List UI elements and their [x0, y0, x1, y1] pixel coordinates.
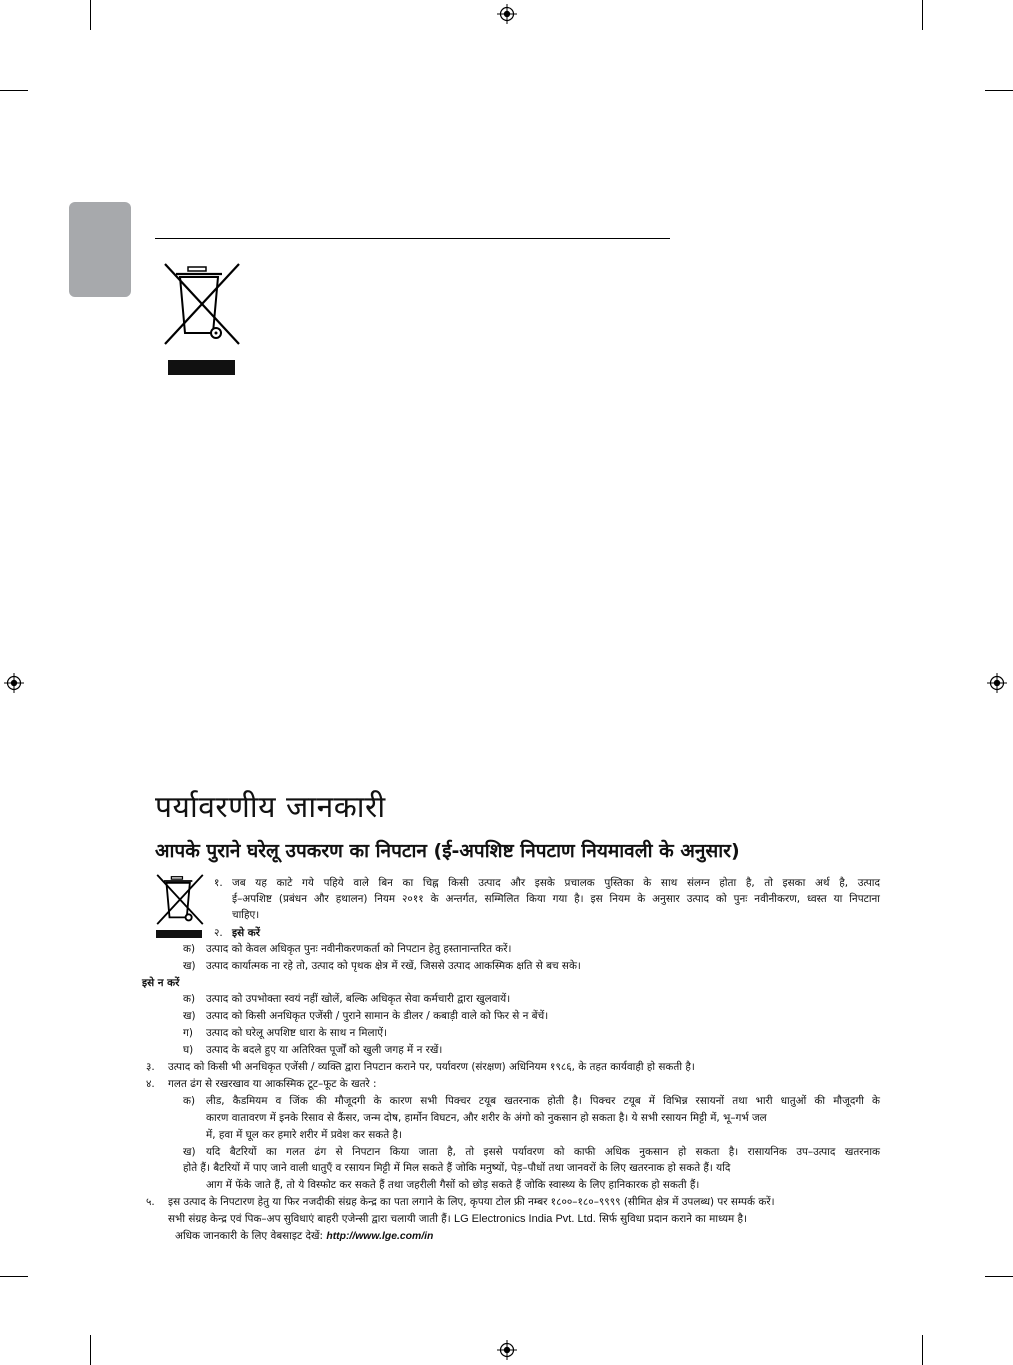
bin-underline-bar: [156, 930, 202, 938]
crop-mark: [90, 0, 91, 30]
paragraph-text: सभी संग्रह केन्द्र एवं पिक–अप सुविधाएं बाहरी एजेन्सी द्वारा चलायी जाती हैं।: [168, 1213, 451, 1225]
crop-mark: [922, 0, 923, 30]
page-subtitle: आपके पुराने घरेलू उपकरण का निपटान (ई-अपशिष्ट निपटाण नियमावली के अनुसार): [155, 840, 740, 862]
do-heading: इसे करें: [232, 927, 260, 939]
item-number: ४.: [146, 1078, 155, 1090]
paragraph-line: गलत ढंग से रखरखाव या आकस्मिक टूट–फूट के खतरे :: [168, 1078, 377, 1090]
registration-mark-icon: [4, 673, 24, 693]
item-label: क): [183, 943, 196, 955]
crop-mark: [0, 90, 28, 91]
list-item: उत्पाद के बदले हुए या अतिरिक्त पूर्जों को खुली जगह में न रखें।: [206, 1044, 443, 1056]
item-number: ३.: [146, 1061, 155, 1073]
crop-mark: [922, 1335, 923, 1365]
item-label: क): [183, 1095, 196, 1107]
crossed-out-wheelie-bin-icon: [155, 873, 205, 926]
item-label: ख): [183, 1010, 196, 1022]
paragraph-line: चाहिए।: [232, 909, 260, 921]
item-number: १.: [214, 877, 223, 889]
item-label: घ): [183, 1044, 194, 1056]
crop-mark: [90, 1335, 91, 1365]
item-number: ५.: [146, 1196, 155, 1208]
item-number: २.: [214, 927, 223, 939]
paragraph-line: में, हवा में घूल कर हमारे शरीर में प्रवेश कर सकते है।: [206, 1129, 402, 1141]
paragraph-line: [175, 1228, 433, 1246]
list-item: उत्पाद को किसी अनधिकृत एजेंसी / पुराने सामान के डीलर / कबाड़ी वाले को फिर से न बेंचें।: [206, 1010, 549, 1022]
item-label: ख): [183, 960, 196, 972]
page-title: पर्यावरणीय जानकारी: [155, 790, 386, 825]
paragraph-line: ई–अपशिष्ट (प्रबंधन और हथालन) नियम २०११ के अन्तर्गत, सम्मिलित किया गया है। इस नियम के अनुसार उत्पाद को पुनः नवीनीकरण, ध्वस्त या निपटाना: [232, 893, 880, 905]
registration-mark-icon: [987, 673, 1007, 693]
registration-mark-icon: [497, 4, 517, 24]
paragraph-text: अधिक जानकारी के लिए वेबसाइट देखें:: [175, 1230, 324, 1242]
company-name: LG Electronics India Pvt. Ltd.: [453, 1213, 596, 1225]
dont-heading: इसे न करें: [142, 977, 180, 989]
crop-mark: [0, 1276, 28, 1277]
list-item: उत्पाद को उपभोक्ता स्वयं नहीं खोलें, बल्कि अधिकृत सेवा कर्मचारी द्वारा खुलवायें।: [206, 993, 511, 1005]
paragraph-line: इस उत्पाद के निपटारण हेतु या फिर नजदीकी संग्रह केन्द्र का पता लगाने के लिए, कृपया टोल फ्री नम्बर १८००–१८०–९९९९ (सीमित क्षेत्र में उपलब्ध) पर सम्पर्क करें।: [168, 1196, 775, 1208]
crop-mark: [985, 90, 1013, 91]
paragraph-line: होते हैं। बैटरियों में पाए जाने वाली धातुएँ व रसायन मिट्टी में मिल सकते हैं जोकि मनुष्यों, पेड़–पौधों तथा जानवरों के लिए खतरनाक हो सकते हैं। यदि: [183, 1162, 731, 1174]
paragraph-line: यदि बैटरियों का गलत ढंग से निपटान किया जाता है, तो इससे पर्यावरण को काफी अधिक नुकसान हो सकता है। रासायनिक उप–उत्पाद खतरनाक: [206, 1146, 880, 1158]
paragraph-line: जब यह काटे गये पहिये वाले बिन का चिह्न किसी उत्पाद और इसके प्रचालक पुस्तिका के साथ संलग्न होता है, तो इसका अर्थ है, उत्पाद: [232, 877, 880, 889]
paragraph-line: आग में फेंके जाते हैं, तो ये विस्फोट कर सकते हैं तथा जहरीली गैसों को छोड़ सकते हैं जोकि स्वास्थ्य के लिए हानिकारक हो सकती हैं।: [206, 1179, 700, 1191]
crossed-out-wheelie-bin-icon: [162, 261, 242, 347]
paragraph-line: [168, 1211, 747, 1228]
crop-mark: [985, 1276, 1013, 1277]
list-item: उत्पाद को घरेलू अपशिष्ट धारा के साथ न मिलाऐं।: [206, 1027, 387, 1039]
language-tab: [69, 202, 131, 297]
registration-mark-icon: [497, 1340, 517, 1360]
item-label: क): [183, 993, 196, 1005]
list-item: उत्पाद कार्यात्मक ना रहे तो, उत्पाद को पृथक क्षेत्र में रखें, जिससे उत्पाद आकस्मिक क्षति से बच सके।: [206, 960, 581, 972]
item-label: ख): [183, 1146, 196, 1158]
item-label: ग): [183, 1027, 193, 1039]
paragraph-line: कारण वातावरण में इनके रिसाव से कैंसर, जन्म दोष, हार्मोन विघटन, और शरीर के अंगो को नुकसान हो सकता है। ये सभी रसायन मिट्टी में, भू–गर्भ जल: [206, 1112, 767, 1124]
paragraph-line: उत्पाद को किसी भी अनधिकृत एजेंसी / व्यक्ति द्वारा निपटान कराने पर, पर्यावरण (संरक्षण) अधिनियम १९८६, के तहत कार्यवाही हो सकती है।: [168, 1061, 695, 1073]
section-rule: [155, 238, 670, 239]
list-item: उत्पाद को केवल अधिकृत पुनः नवीनीकरणकर्ता को निपटान हेतु हस्तानान्तरित करें।: [206, 943, 512, 955]
website-link[interactable]: http://www.lge.com/in: [326, 1231, 434, 1242]
paragraph-text: सिर्फ सुविधा प्रदान कराने का माध्यम है।: [599, 1213, 747, 1225]
paragraph-line: लीड, कैडमियम व जिंक की मौजूदगी के कारण सभी पिक्चर टयूब खतरनाक होती है। पिक्चर टयूब में विभिन्न रसायनों तथा भारी धातुओं की मौजूदगी के: [206, 1095, 880, 1107]
bin-underline-bar: [168, 360, 235, 375]
